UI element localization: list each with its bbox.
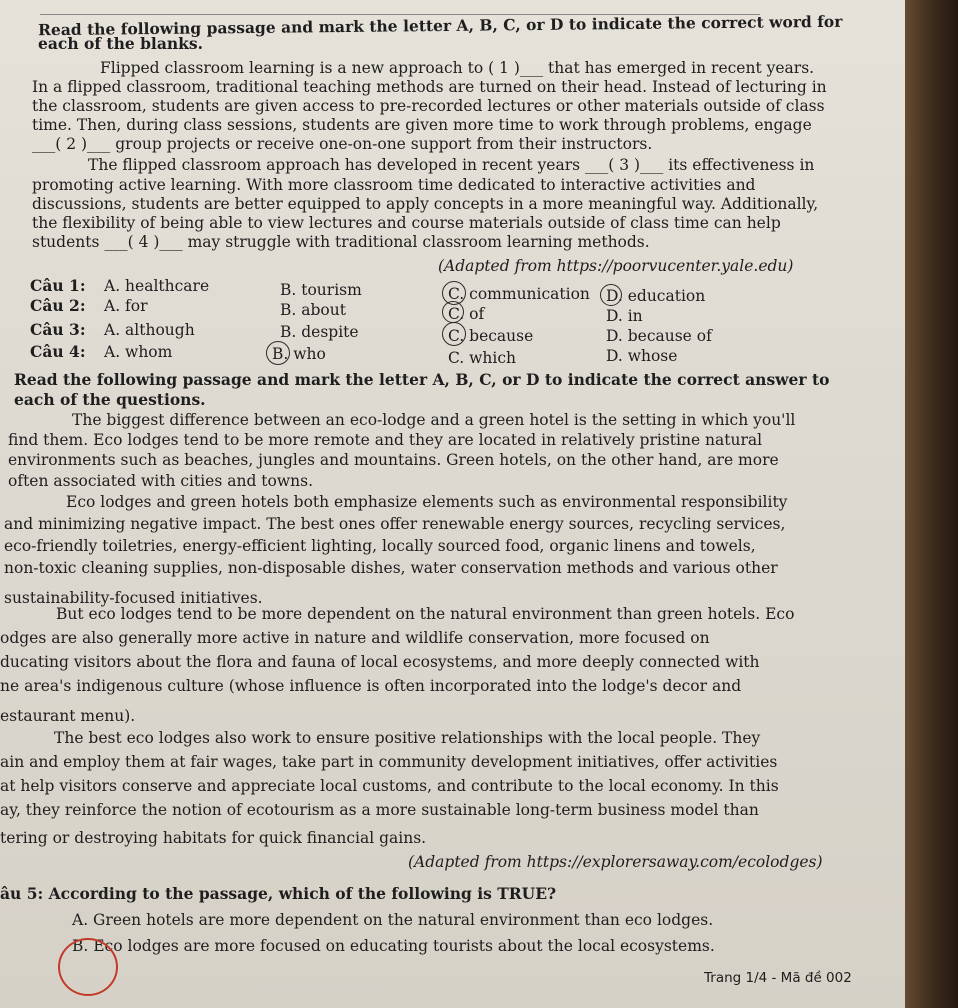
question-label: Câu 4: (30, 342, 86, 361)
passage2-line: ay, they reinforce the notion of ecotourism as a more sustainable long-term business model than (0, 801, 759, 819)
option-a[interactable]: A. for (104, 297, 148, 315)
passage1-line: In a flipped classroom, traditional teaching methods are turned on their head. Instead of lecturing in (32, 78, 827, 96)
option-a[interactable]: A. whom (104, 343, 173, 361)
option-d[interactable]: D. because of (606, 327, 712, 345)
passage2-line: odges are also generally more active in nature and wildlife conservation, more focused on (0, 629, 710, 647)
passage2-line: estaurant menu). (0, 707, 136, 725)
top-rule (40, 0, 760, 15)
option-c[interactable]: C. of (448, 305, 485, 323)
passage2-line: find them. Eco lodges tend to be more remote and they are located in relatively pristine natural (8, 431, 763, 449)
passage1-line: ___( 2 )___ group projects or receive one-on-one support from their instructors. (32, 135, 653, 153)
question-label: Câu 2: (30, 296, 86, 315)
passage1-line: the flexibility of being able to view lectures and course materials outside of class time can help (32, 214, 781, 232)
passage2-line: ain and employ them at fair wages, take part in community development initiatives, offer activities (0, 753, 778, 771)
passage2-line: The biggest difference between an eco-lodge and a green hotel is the setting in which you'll (72, 411, 796, 429)
passage2-line: eco-friendly toiletries, energy-efficient lighting, locally sourced food, organic linens and towels, (4, 537, 756, 555)
option-c[interactable]: C. communication (448, 285, 590, 303)
question-label: Câu 1: (30, 276, 86, 295)
option-c[interactable]: C. because (448, 327, 534, 345)
option-b[interactable]: B. despite (280, 323, 359, 341)
passage2-line: Eco lodges and green hotels both emphasize elements such as environmental responsibility (66, 493, 788, 511)
answer-mark-circle (58, 938, 118, 996)
section2-instruction-1: Read the following passage and mark the letter A, B, C, or D to indicate the correct answer to (14, 370, 830, 389)
section1-instruction-2: each of the blanks. (38, 34, 203, 53)
answer-mark-circle (442, 322, 466, 346)
section2-instruction-2: each of the questions. (14, 390, 206, 409)
passage2-line: ne area's indigenous culture (whose influence is often incorporated into the lodge's decor and (0, 677, 742, 695)
passage2-source: (Adapted from https://explorersaway.com/ecolodges) (408, 853, 823, 871)
page-footer: Trang 1/4 - Mã đề 002 (704, 970, 852, 986)
passage1-line: The flipped classroom approach has developed in recent years ___( 3 )___ its effectiveness in (88, 156, 815, 174)
option-a[interactable]: A. Green hotels are more dependent on the natural environment than eco lodges. (72, 911, 714, 929)
option-b[interactable]: B. Eco lodges are more focused on educating tourists about the local ecosystems. (72, 937, 715, 955)
passage1-line: Flipped classroom learning is a new approach to ( 1 )___ that has emerged in recent years. (100, 59, 815, 77)
passage1-line: students ___( 4 )___ may struggle with traditional classroom learning methods. (32, 233, 650, 251)
answer-mark-circle (266, 341, 290, 365)
background-edge (898, 0, 958, 1008)
option-b[interactable]: B. who (272, 345, 326, 363)
passage2-line: But eco lodges tend to be more dependent on the natural environment than green hotels. Eco (56, 605, 795, 623)
question-5-stem: âu 5: According to the passage, which of the following is TRUE? (0, 884, 557, 903)
option-a[interactable]: A. although (104, 321, 195, 339)
passage2-line: non-toxic cleaning supplies, non-disposable dishes, water conservation methods and various other (4, 559, 778, 577)
option-c[interactable]: C. which (448, 349, 517, 367)
passage1-line: time. Then, during class sessions, students are given more time to work through problems, engage (32, 116, 812, 134)
passage2-line: sustainability-focused initiatives. (4, 589, 263, 607)
passage1-source: (Adapted from https://poorvucenter.yale.edu) (438, 257, 794, 275)
option-b[interactable]: B. about (280, 301, 346, 319)
passage1-line: promoting active learning. With more classroom time dedicated to interactive activities and (32, 176, 756, 194)
passage2-line: tering or destroying habitats for quick financial gains. (0, 829, 427, 847)
option-d[interactable]: D. in (606, 307, 643, 325)
passage1-line: the classroom, students are given access to pre-recorded lectures or other materials outside of class (32, 97, 825, 115)
passage2-line: ducating visitors about the flora and fauna of local ecosystems, and more deeply connected with (0, 653, 760, 671)
question-label: Câu 3: (30, 320, 86, 339)
option-a[interactable]: A. healthcare (104, 277, 210, 295)
passage2-line: The best eco lodges also work to ensure positive relationships with the local people. They (54, 729, 761, 747)
answer-mark-circle (442, 301, 464, 323)
answer-mark-circle (600, 284, 622, 306)
passage2-line: often associated with cities and towns. (8, 472, 313, 490)
passage2-line: environments such as beaches, jungles and mountains. Green hotels, on the other hand, are more (8, 451, 779, 469)
section1-instruction-1: Read the following passage and mark the letter A, B, C, or D to indicate the correct word for (37, 11, 843, 40)
option-b[interactable]: B. tourism (280, 281, 362, 299)
passage2-line: at help visitors conserve and appreciate local customs, and contribute to the local economy. In this (0, 777, 779, 795)
passage1-line: discussions, students are better equipped to apply concepts in a more meaningful way. Additionally, (32, 195, 819, 213)
option-d[interactable]: D. whose (606, 347, 678, 365)
option-d[interactable]: D. education (606, 287, 706, 305)
passage2-line: and minimizing negative impact. The best ones offer renewable energy sources, recycling services, (4, 515, 786, 533)
